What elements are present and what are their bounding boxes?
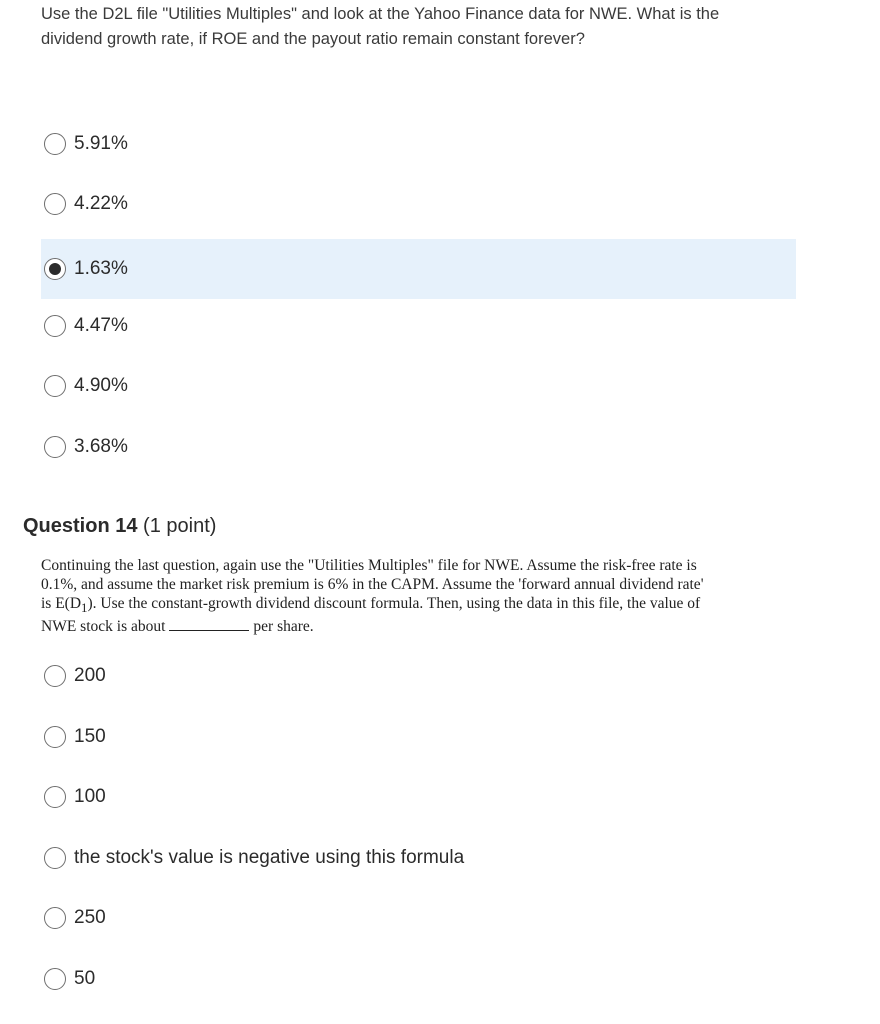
radio-dot-icon xyxy=(49,263,61,275)
radio-button[interactable] xyxy=(44,193,66,215)
question-14-prompt xyxy=(41,556,801,636)
line-3-start: is E(D xyxy=(41,595,82,612)
option-label: 150 xyxy=(74,726,106,747)
q13-option-4[interactable] xyxy=(41,296,796,356)
option-label: 50 xyxy=(74,968,96,989)
radio-button[interactable] xyxy=(44,907,66,929)
radio-button[interactable] xyxy=(44,847,66,869)
q14-option-6[interactable] xyxy=(41,949,796,1009)
option-label: 4.22% xyxy=(74,193,128,214)
option-label: 4.47% xyxy=(74,315,128,336)
answer-blank xyxy=(169,618,249,631)
option-label: the stock's value is negative using this formula xyxy=(74,847,465,868)
option-label: 250 xyxy=(74,907,106,928)
radio-button[interactable] xyxy=(44,375,66,397)
question-14-line-3 xyxy=(41,594,801,617)
q14-option-3[interactable] xyxy=(41,767,796,827)
question-14-title: Question 14 xyxy=(23,515,138,537)
radio-button[interactable] xyxy=(44,133,66,155)
q14-option-2[interactable] xyxy=(41,707,796,767)
radio-button[interactable] xyxy=(44,726,66,748)
line-4-end: per share. xyxy=(253,618,314,636)
option-label: 4.90% xyxy=(74,375,128,396)
radio-button[interactable] xyxy=(44,436,66,458)
radio-button[interactable] xyxy=(44,786,66,808)
option-label: 5.91% xyxy=(74,133,128,154)
radio-button[interactable] xyxy=(44,315,66,337)
radio-button-checked[interactable] xyxy=(44,258,66,280)
option-label: 3.68% xyxy=(74,436,128,457)
q13-option-2[interactable] xyxy=(41,174,796,234)
line-4-start: NWE stock is about xyxy=(41,618,166,636)
q14-option-4[interactable] xyxy=(41,828,796,888)
option-label: 200 xyxy=(74,665,106,686)
option-label: 100 xyxy=(74,786,106,807)
option-label: 1.63% xyxy=(74,258,128,279)
question-14-line-1: Continuing the last question, again use the "Utilities Multiples" file for NWE. Assume the risk-free rate is xyxy=(41,557,697,574)
question-14-line-2: 0.1%, and assume the market risk premium is 6% in the CAPM. Assume the 'forward annual dividend rate' xyxy=(41,576,704,593)
question-14-line-4 xyxy=(41,617,801,636)
line-3-end: ). Use the constant-growth dividend discount formula. Then, using the data in this file, the value of xyxy=(87,595,701,612)
question-14-points: (1 point) xyxy=(143,515,217,537)
question-13-prompt-line-2: dividend growth rate, if ROE and the payout ratio remain constant forever? xyxy=(41,30,585,48)
q13-option-6[interactable] xyxy=(41,417,796,477)
q13-option-3-selected[interactable] xyxy=(41,239,796,299)
question-14-header xyxy=(23,515,216,538)
radio-button[interactable] xyxy=(44,968,66,990)
q14-option-5[interactable] xyxy=(41,888,796,948)
question-13-prompt xyxy=(41,2,821,52)
q13-option-1[interactable] xyxy=(41,114,796,174)
q13-option-5[interactable] xyxy=(41,356,796,416)
subscript-1: 1 xyxy=(81,600,88,616)
q14-option-1[interactable] xyxy=(41,646,796,706)
radio-button[interactable] xyxy=(44,665,66,687)
question-13-prompt-line-1: Use the D2L file "Utilities Multiples" and look at the Yahoo Finance data for NWE. What is the xyxy=(41,5,720,23)
